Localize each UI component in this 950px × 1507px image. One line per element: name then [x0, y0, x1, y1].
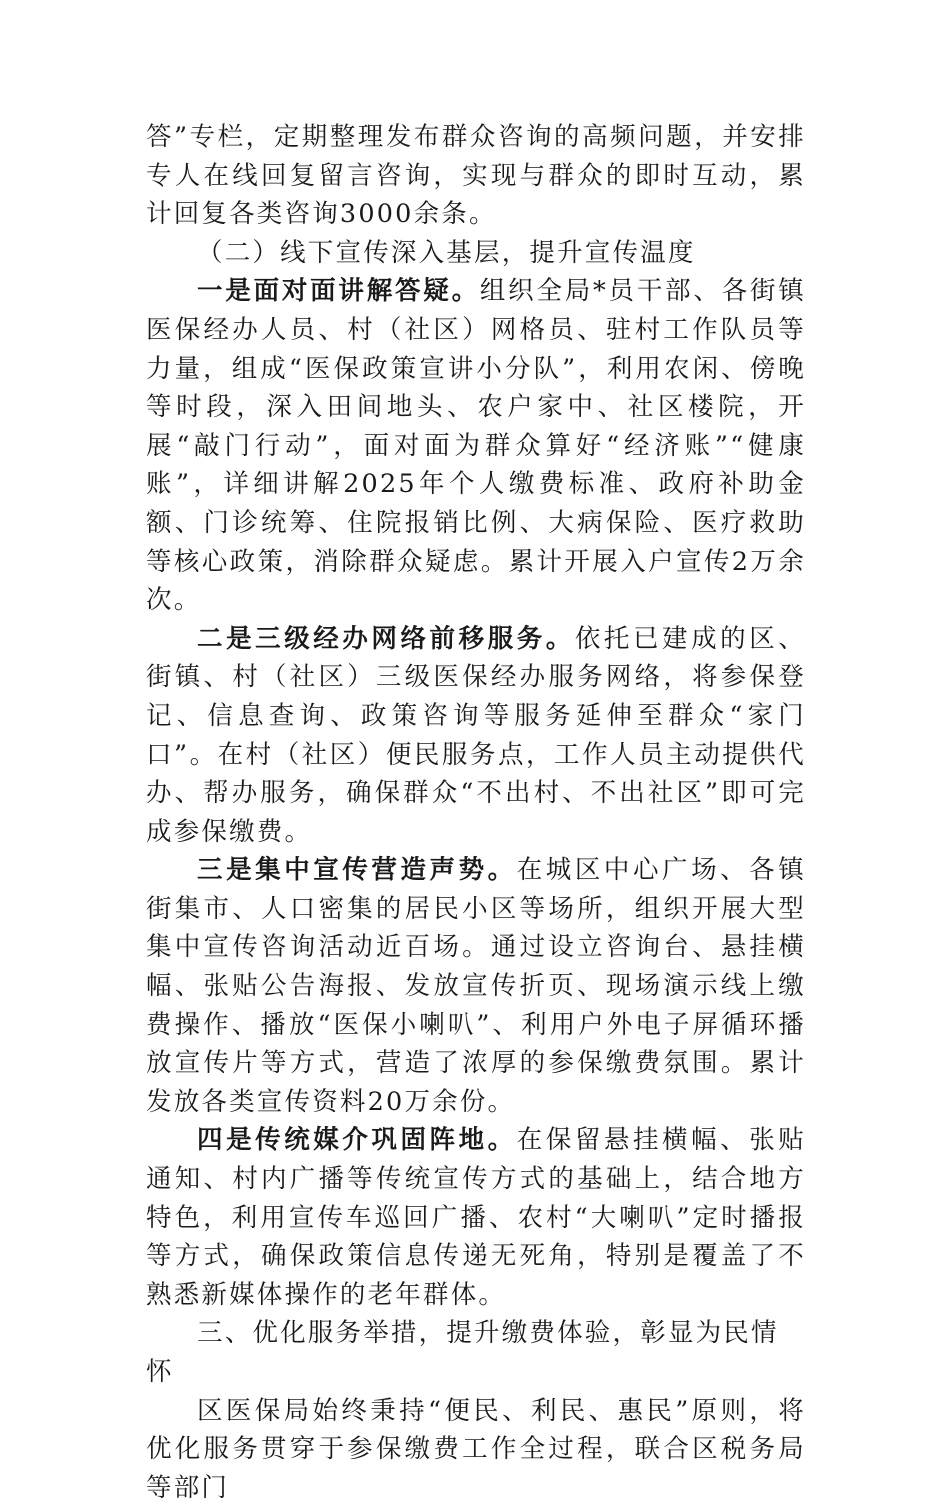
body-face-to-face: 组织全局*员干部、各街镇医保经办人员、村（社区）网格员、驻村工作队员等力量，组成“医保政策宣讲小分队”，利用农闲、傍晚等时段，深入田间地头、农户家中、社区楼院，开展“敲门行动”，面对面为群众算好“经济账”“健康账”，详细讲解2025年个人缴费标准、政府补助金额、门诊统筹、住院报销比例、大病保险、医疗救助等核心政策，消除群众疑虑。累计开展入户宣传2万余次。 [146, 276, 806, 616]
body-centralized-publicity: 在城区中心广场、各镇街集市、人口密集的居民小区等场所，组织开展大型集中宣传咨询活动近百场。通过设立咨询台、悬挂横幅、张贴公告海报、发放宣传折页、现场演示线上缴费操作、播放“医保小喇叭”、利用户外电子屏循环播放宣传片等方式，营造了浓厚的参保缴费氛围。累计发放各类宣传资料20万余份。 [146, 855, 806, 1117]
lead-face-to-face: 一是面对面讲解答疑。 [197, 276, 480, 307]
body-traditional-media: 在保留悬挂横幅、张贴通知、村内广播等传统宣传方式的基础上，结合地方特色，利用宣传车巡回广播、农村“大喇叭”定时播报等方式，确保政策信息传递无死角，特别是覆盖了不熟悉新媒体操作的老年群体。 [146, 1125, 806, 1310]
section-heading-service: 三、优化服务举措，提升缴费体验，彰显为民情怀 [146, 1318, 779, 1387]
paragraph-online-reply: 答”专栏，定期整理发布群众咨询的高频问题，并安排专人在线回复留言咨询，实现与群众的即时互动，累计回复各类咨询3000余条。 [146, 122, 806, 230]
lead-centralized-publicity: 三是集中宣传营造声势。 [197, 855, 517, 886]
lead-traditional-media: 四是传统媒介巩固阵地。 [197, 1125, 517, 1156]
paragraph-three-level-network [146, 620, 806, 852]
document-page [146, 118, 806, 1507]
paragraph-centralized-publicity [146, 851, 806, 1121]
paragraph-traditional-media [146, 1121, 806, 1314]
paragraph-service-intro: 区医保局始终秉持“便民、利民、惠民”原则，将优化服务贯穿于参保缴费工作全过程，联合区税务局等部门 [146, 1395, 806, 1503]
section-heading-offline: （二）线下宣传深入基层，提升宣传温度 [197, 237, 696, 268]
paragraph-face-to-face [146, 272, 806, 619]
lead-three-level-network: 二是三级经办网络前移服务。 [197, 623, 575, 654]
body-three-level-network: 依托已建成的区、街镇、村（社区）三级医保经办服务网络，将参保登记、信息查询、政策咨询等服务延伸至群众“家门口”。在村（社区）便民服务点，工作人员主动提供代办、帮办服务，确保群众“不出村、不出社区”即可完成参保缴费。 [146, 623, 806, 847]
